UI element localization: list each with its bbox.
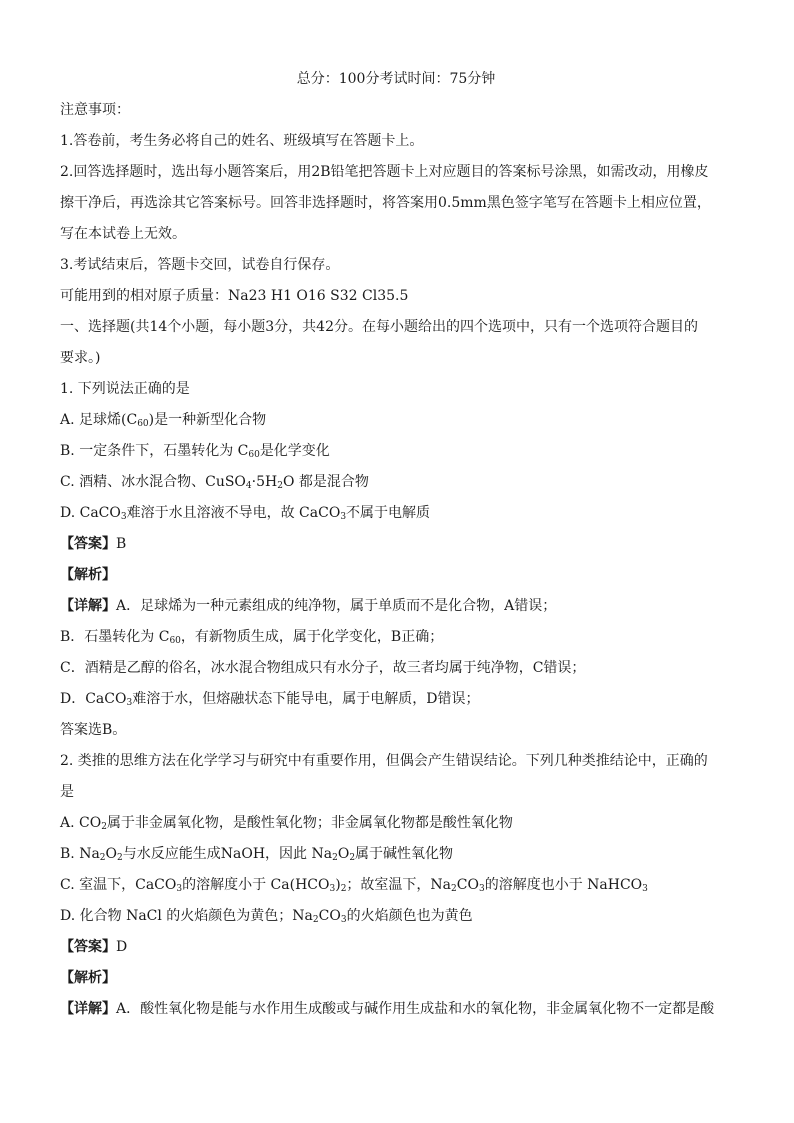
q2-b-sub-4: 2 <box>349 853 356 863</box>
q1-detail-d-text-2: 难溶于水，但熔融状态下能导电，属于电解质，D错误； <box>132 691 480 707</box>
notice-item-2-line-2: 擦干净后，再选涂其它答案标号。回答非选择题时，将答案用0.5mm黑色签字笔写在答题卡上相应位置， <box>60 195 711 211</box>
q2-c-text: C. 室温下，CaCO <box>60 877 177 893</box>
q2-c-sub-3: 2 <box>340 884 347 894</box>
q2-b-sub-1: 2 <box>99 853 106 863</box>
q2-d-text: D. 化合物 NaCl 的火焰颜色为黄色；Na <box>60 908 313 924</box>
q2-a-sub: 2 <box>101 822 107 832</box>
q1-detail-c: C．酒精是乙醇的俗名，冰水混合物组成只有水分子，故三者均属于纯净物，C错误； <box>60 660 586 676</box>
q1-c-sub-2: 2 <box>277 481 283 491</box>
notice-title: 注意事项： <box>60 102 130 118</box>
q1-detail-a <box>60 591 732 622</box>
q1-detail-b-sub: 60 <box>169 636 181 646</box>
q1-d-text: D. CaCO <box>60 505 121 521</box>
q2-option-d <box>60 901 732 932</box>
section-heading-line-2: 要求。) <box>60 350 101 366</box>
q1-d-sub-2: 3 <box>340 512 347 522</box>
q1-answer-tag: 【答案】 <box>60 536 116 552</box>
q2-c-text-2: 的溶解度小于 Ca(HCO <box>182 877 330 893</box>
q2-c-text-4: ；故室温下，Na <box>346 877 452 893</box>
q1-b-sub: 60 <box>248 450 260 460</box>
q2-b-text-2: O <box>105 846 118 862</box>
q2-c-sub-2: 3 <box>329 884 336 894</box>
q1-detail-d <box>60 684 732 715</box>
q1-detail-d-sub: 3 <box>126 698 133 708</box>
q2-answer-value: D <box>116 939 128 955</box>
q1-answer-value: B <box>116 536 127 552</box>
q1-option-d <box>60 498 732 529</box>
q2-b-text: B. Na <box>60 846 100 862</box>
q2-b-text-5: 属于碱性氧化物 <box>355 846 454 862</box>
q2-detail-tag: 【详解】 <box>60 1001 116 1017</box>
q1-c-text-3: O 都是混合物 <box>282 474 369 490</box>
q2-c-sub-6: 3 <box>642 884 648 894</box>
q1-d-text-3: 不属于电解质 <box>346 505 431 521</box>
q1-stem: 1. 下列说法正确的是 <box>60 381 190 397</box>
q2-b-text-3: 与水反应能生成NaOH，因此 Na <box>122 846 333 862</box>
q1-b-text: B. 一定条件下，石墨转化为 C <box>60 443 249 459</box>
q2-option-a <box>60 808 732 839</box>
q2-answer <box>60 932 732 963</box>
q2-c-sub-4: 2 <box>451 884 457 894</box>
exam-page <box>60 64 732 1025</box>
q2-c-text-6: 的溶解度也小于 NaHCO <box>484 877 643 893</box>
q2-d-text-2: CO <box>318 908 341 924</box>
q1-a-text-2: )是一种新型化合物 <box>148 412 267 428</box>
exam-header: 总分：100分考试时间：75分钟 <box>296 71 496 87</box>
q1-detail-a-text: A．足球烯为一种元素组成的纯净物，属于单质而不是化合物，A错误； <box>116 598 557 614</box>
q1-option-a <box>60 405 732 436</box>
q1-d-sub: 3 <box>120 512 127 522</box>
q1-detail-b <box>60 622 732 653</box>
q1-detail-d-text: D．CaCO <box>60 691 127 707</box>
notice-item-1: 1.答卷前，考生务必将自己的姓名、班级填写在答题卡上。 <box>60 133 424 149</box>
q1-a-sub: 60 <box>137 419 149 429</box>
q2-c-text-5: CO <box>456 877 479 893</box>
notice-item-2-line-3: 写在本试卷上无效。 <box>60 226 186 242</box>
q1-analysis-tag: 【解析】 <box>60 567 116 583</box>
q1-answer <box>60 529 732 560</box>
q2-option-b <box>60 839 732 870</box>
q1-detail-tag: 【详解】 <box>60 598 116 614</box>
q1-c-text: C. 酒精、冰水混合物、CuSO <box>60 474 246 490</box>
q2-a-text-2: 属于非金属氧化物，是酸性氧化物；非金属氧化物都是酸性氧化物 <box>106 815 513 831</box>
section-heading-line-1: 一、选择题(共14个小题，每小题3分，共42分。在每小题给出的四个选项中，只有一个选项符合题目的 <box>60 319 698 335</box>
q2-stem-line-1: 2. 类推的思维方法在化学学习与研究中有重要作用，但偶会产生错误结论。下列几种类推结论中，正确的 <box>60 753 708 769</box>
q1-b-text-2: 是化学变化 <box>259 443 330 459</box>
q1-c-sub: 4 <box>245 481 252 491</box>
atomic-masses: 可能用到的相对原子质量：Na23 H1 O16 S32 Cl35.5 <box>60 288 409 304</box>
notice-item-2-line-1: 2.回答选择题时，选出每小题答案后，用2B铅笔把答题卡上对应题目的答案标号涂黑，如需改动，用橡皮 <box>60 164 709 180</box>
q2-answer-tag: 【答案】 <box>60 939 116 955</box>
q2-detail-a <box>60 994 732 1025</box>
q2-b-text-4: O <box>337 846 350 862</box>
q1-detail-b-text-2: ，有新物质生成，属于化学变化，B正确； <box>180 629 444 645</box>
q2-option-c <box>60 870 732 901</box>
q2-d-sub-1: 2 <box>312 915 319 925</box>
q1-detail-b-text: B．石墨转化为 C <box>60 629 170 645</box>
q2-c-text-3: ) <box>335 877 341 893</box>
notice-item-3: 3.考试结束后，答题卡交回，试卷自行保存。 <box>60 257 340 273</box>
q1-c-text-2: ·5H <box>251 474 278 490</box>
q2-c-sub-5: 3 <box>478 884 485 894</box>
q2-stem-line-2: 是 <box>60 784 74 800</box>
q1-conclusion: 答案选B。 <box>60 722 127 738</box>
q2-d-text-3: 的火焰颜色也为黄色 <box>346 908 473 924</box>
q1-option-b <box>60 436 732 467</box>
q2-d-sub-2: 3 <box>340 915 347 925</box>
q2-detail-a-text: A．酸性氧化物是能与水作用生成酸或与碱作用生成盐和水的氧化物，非金属氧化物不一定都是酸 <box>116 1001 715 1017</box>
q2-analysis-tag: 【解析】 <box>60 970 116 986</box>
q2-c-sub-1: 3 <box>176 884 183 894</box>
q1-d-text-2: 难溶于水且溶液不导电，故 CaCO <box>126 505 341 521</box>
q2-a-text: A. CO <box>60 815 102 831</box>
q1-option-c <box>60 467 732 498</box>
q2-b-sub-2: 2 <box>117 853 123 863</box>
q1-a-text: A. 足球烯(C <box>60 412 138 428</box>
q2-b-sub-3: 2 <box>332 853 338 863</box>
